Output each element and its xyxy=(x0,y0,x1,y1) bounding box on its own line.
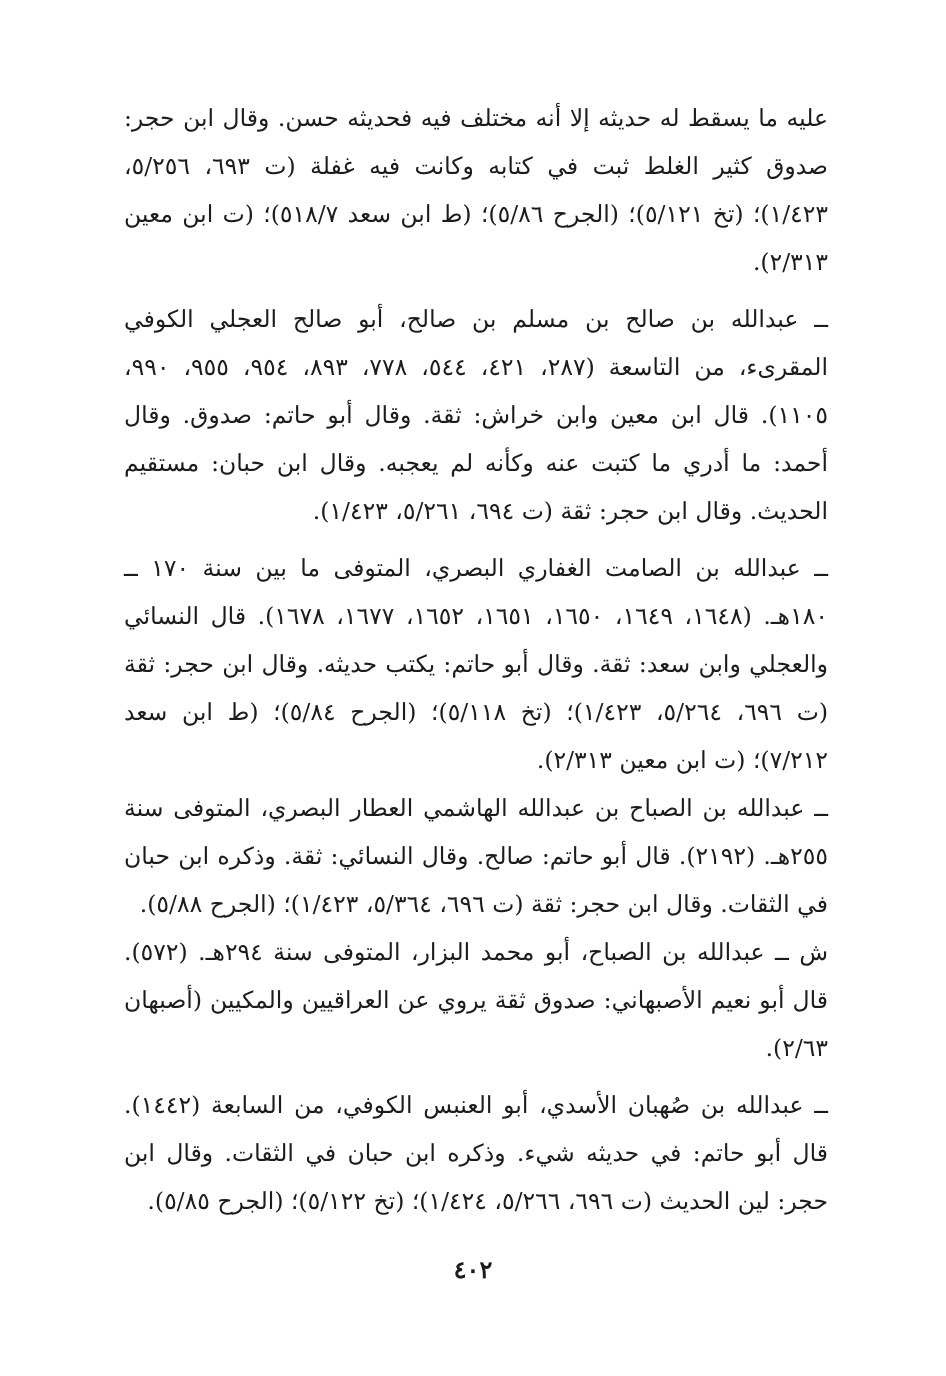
entry-abdullah-bin-al-sabbah-hashimi: ــ عبدالله بن الصباح بن عبدالله الهاشمي العطار البصري، المتوفى سنة ٢٥٥هـ. (٢١٩٢). قال أبو حاتم: صالح. وقال النسائي: ثقة. وذكره ابن حبان في الثقات. وقال ابن حجر: ثقة (ت ٦٩٦، ٥/٣٦٤، ١/٤٢٣)؛ (الجرح ٥/٨٨). xyxy=(124,794,828,918)
entry-abdullah-bin-al-sabbah-bazzar: ش ــ عبدالله بن الصباح، أبو محمد البزار، المتوفى سنة ٢٩٤هـ. (٥٧٢). قال أبو نعيم الأصبهاني: صدوق ثقة يروي عن العراقيين والمكيين (أصبهان ٢/٦٣). xyxy=(124,938,829,1062)
entry-abdullah-bin-salih: ــ عبدالله بن صالح بن مسلم بن صالح، أبو صالح العجلي الكوفي المقرىء، من التاسعة (٢٨٧، ٤٢١، ٥٤٤، ٧٧٨، ٨٩٣، ٩٥٤، ٩٥٥، ٩٩٠، ١١٠٥). قال ابن معين وابن خراش: ثقة. وقال أبو حاتم: صدوق. وقال أحمد: ما أدري ما كتبت عنه وكأنه لم يعجبه. وقال ابن حبان: مستقيم الحديث. وقال ابن حجر: ثقة (ت ٦٩٤، ٥/٢٦١، ١/٤٢٣). xyxy=(124,305,828,525)
entry-abdullah-bin-suhban: ــ عبدالله بن صُهبان الأسدي، أبو العنبس الكوفي، من السابعة (١٤٤٢). قال أبو حاتم: في حديثه شيء. وذكره ابن حبان في الثقات. وقال ابن حجر: لين الحديث (ت ٦٩٦، ٥/٢٦٦، ١/٤٢٤)؛ (تخ ٥/١٢٢)؛ (الجرح ٥/٨٥). xyxy=(124,1091,828,1215)
paragraph-continuation: عليه ما يسقط له حديثه إلا أنه مختلف فيه فحديثه حسن. وقال ابن حجر: صدوق كثير الغلط ثبت في كتابه وكانت فيه غفلة (ت ٦٩٣، ٥/٢٥٦، ١/٤٢٣)؛ (تخ ٥/١٢١)؛ (الجرح ٥/٨٦)؛ (ط ابن سعد ٥١٨/٧)؛ (ت ابن معين ٢/٣١٣). xyxy=(124,104,828,276)
entry-abdullah-bin-al-samit: ــ عبدالله بن الصامت الغفاري البصري، المتوفى ما بين سنة ١٧٠ ــ ١٨٠هـ. (١٦٤٨، ١٦٤٩، ١٦٥٠، ١٦٥١، ١٦٥٢، ١٦٧٧، ١٦٧٨). قال النسائي والعجلي وابن سعد: ثقة. وقال أبو حاتم: يكتب حديثه. وقال ابن حجر: ثقة (ت ٦٩٦، ٥/٢٦٤، ١/٤٢٣)؛ (تخ ٥/١١٨)؛ (الجرح ٥/٨٤)؛ (ط ابن سعد ٧/٢١٢)؛ (ت ابن معين ٢/٣١٣). xyxy=(124,554,828,774)
page-number: ٤٠٢ xyxy=(453,1255,493,1284)
